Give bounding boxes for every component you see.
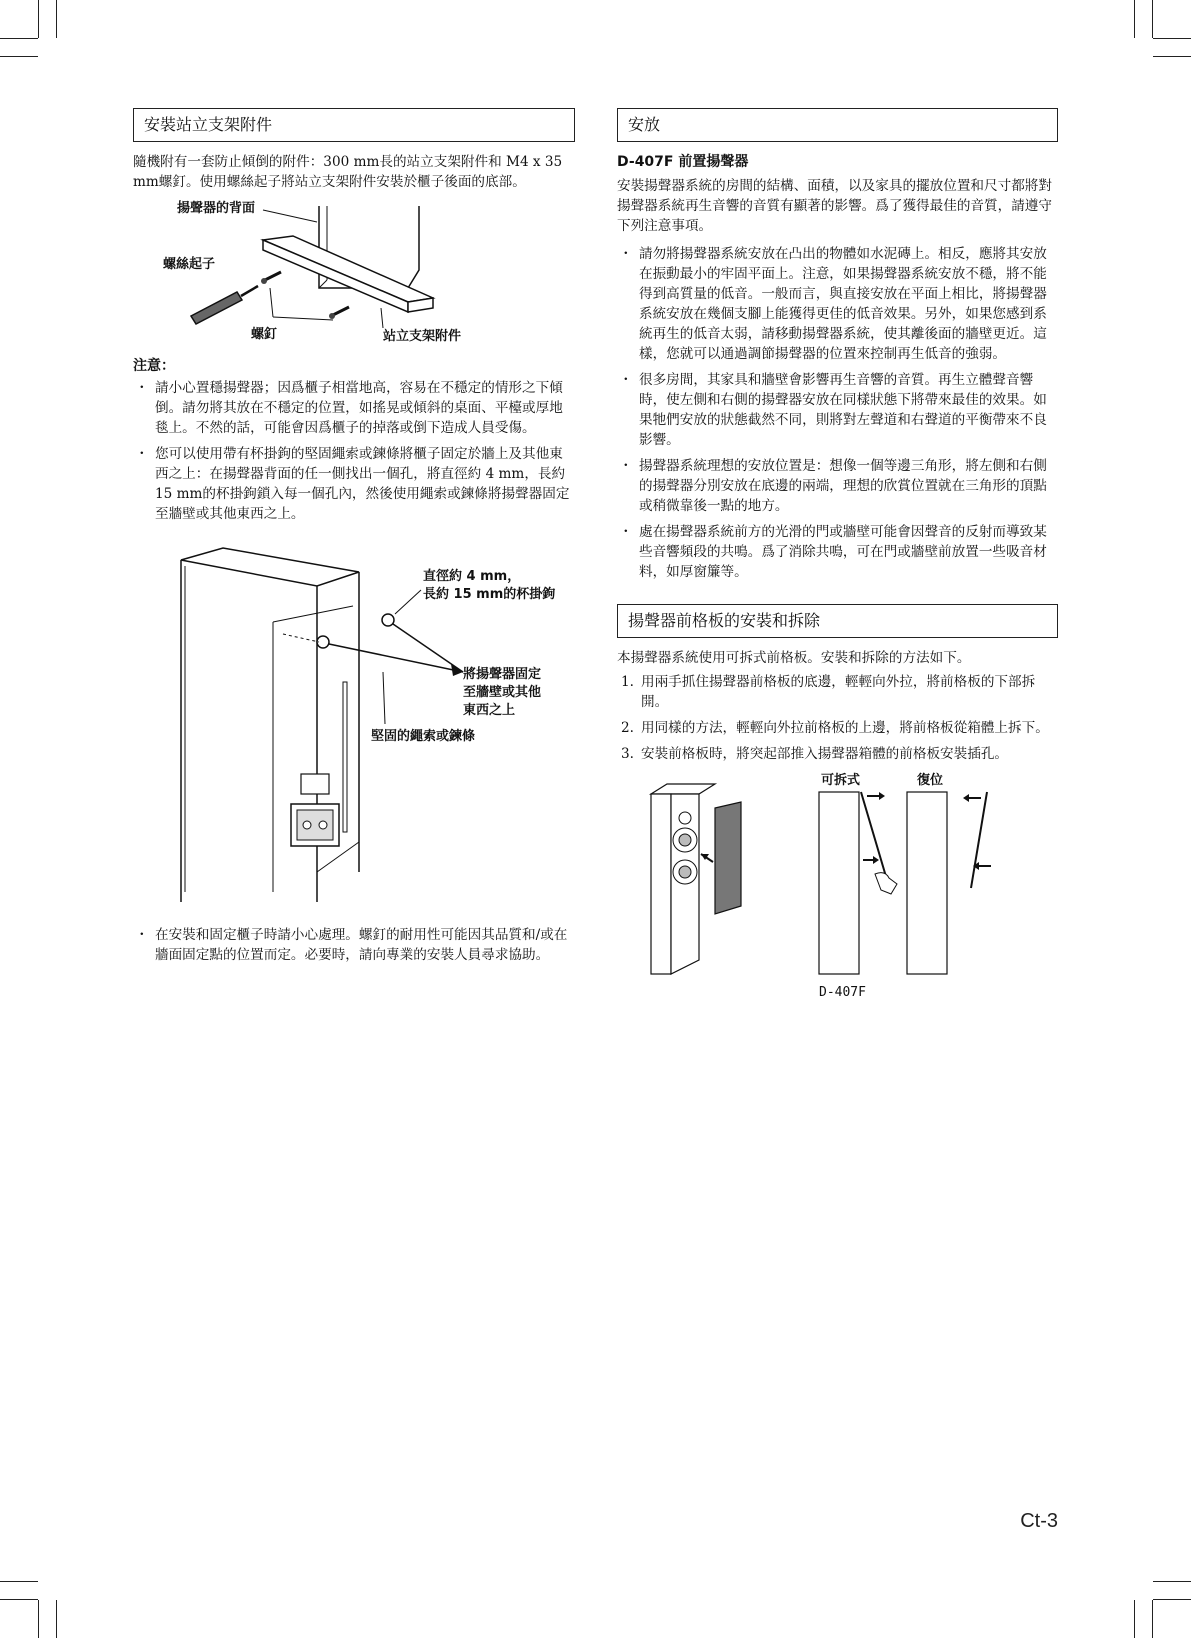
- placement-item-surface: ・ 請勿將揚聲器系統安放在凸出的物體如水泥磚上。相反，應將其安放在振動最小的牢固平面上。注意，如果揚聲器系統安放不穩，將不能得到高質量的低音。一般而言，與直接安放在平面上相比，將揚聲器系統安放在幾個支腳上能獲得更佳的低音效果。另外，如果您感到系統再生的低音太弱，請移動揚聲器系統，使其離後面的牆壁更近。這樣，您就可以通過調節揚聲器的位置來控制再生低音的強弱。: [617, 244, 1058, 364]
- wall-fixing-figure: [133, 542, 575, 917]
- grille-steps: [617, 672, 1058, 764]
- crop-mark: [56, 0, 57, 38]
- crop-mark: [38, 1600, 39, 1638]
- right-column: [617, 108, 1058, 1000]
- stand-intro: 隨機附有一套防止傾倒的附件：300 mm長的站立支架附件和 M4 x 35 mm螺釘。使用螺絲起子將站立支架附件安裝於櫃子後面的底部。: [133, 154, 563, 190]
- label-reset: 復位: [917, 773, 944, 788]
- label-cord: 堅固的繩索或鍊條: [371, 729, 476, 744]
- crop-mark: [0, 1581, 38, 1582]
- crop-mark: [1152, 0, 1153, 38]
- crop-mark: [38, 0, 39, 38]
- grille-intro: 本揚聲器系統使用可拆式前格板。安裝和拆除的方法如下。: [617, 650, 971, 666]
- label-removable: 可拆式: [821, 773, 861, 788]
- grille-step: 1. 用兩手抓住揚聲器前格板的底邊，輕輕向外拉，將前格板的下部拆開。: [621, 674, 1036, 710]
- label-fix-line3: 東西之上: [463, 703, 516, 718]
- crop-mark: [1134, 1600, 1135, 1638]
- crop-mark: [1153, 56, 1191, 57]
- page-number: Ct-3: [1020, 1510, 1058, 1532]
- stand-section-title: 安裝站立支架附件: [133, 108, 575, 142]
- crop-mark: [0, 56, 38, 57]
- grille-step: 2. 用同樣的方法，輕輕向外拉前格板的上邊，將前格板從箱體上拆下。: [621, 720, 1049, 736]
- left-column: [133, 108, 575, 971]
- placement-item-resonance: ・ 處在揚聲器系統前方的光滑的門或牆壁可能會因聲音的反射而導致某些音響頻段的共鳴。爲了消除共鳴，可在門或牆壁前放置一些吸音材料，如厚窗簾等。: [617, 522, 1058, 582]
- label-speaker-back: 揚聲器的背面: [177, 201, 256, 216]
- grille-step: 3. 安裝前格板時，將突起部推入揚聲器箱體的前格板安裝插孔。: [621, 746, 1009, 762]
- model-heading: D-407F 前置揚聲器: [617, 154, 749, 170]
- note-item-handling: ・ 在安裝和固定櫃子時請小心處理。螺釘的耐用性可能因其品質和/或在牆面固定點的位置而定。必要時，請向專業的安裝人員尋求協助。: [133, 925, 575, 965]
- crop-mark: [0, 1599, 38, 1600]
- placement-list: [617, 244, 1058, 582]
- final-note-list: [133, 925, 575, 965]
- placement-item-triangle: ・ 揚聲器系統理想的安放位置是：想像一個等邊三角形，將左側和右側的揚聲器分別安放在底邊的兩端，理想的欣賞位置就在三角形的頂點或稍微靠後一點的地方。: [617, 456, 1058, 516]
- label-fix-line2: 至牆壁或其他: [463, 685, 542, 700]
- label-hook-size: 直徑約 4 mm，: [423, 569, 521, 584]
- placement-intro: 安裝揚聲器系統的房間的結構、面積，以及家具的擺放位置和尺寸都將對揚聲器系統再生音響的音質有顯著的影響。爲了獲得最佳的音質，請遵守下列注意事項。: [617, 178, 1052, 234]
- crop-mark: [1153, 38, 1191, 39]
- grille-figure: [617, 770, 1058, 1000]
- label-stand-attachment: 站立支架附件: [383, 329, 462, 344]
- crop-mark: [1134, 0, 1135, 38]
- label-model: D-407F: [819, 985, 866, 1000]
- placement-section-title: 安放: [617, 108, 1058, 142]
- label-screwdriver: 螺絲起子: [163, 257, 216, 272]
- note-item-fixing: ・ 您可以使用帶有杯掛鉤的堅固繩索或鍊條將櫃子固定於牆上及其他東西之上：在揚聲器背面的任一側找出一個孔，將直徑約 4 mm，長約 15 mm的杯掛鉤鎖入每一個孔內，然後使用繩索或鍊條將揚聲器固定至牆壁或其他東西之上。: [133, 444, 575, 524]
- crop-mark: [56, 1600, 57, 1638]
- placement-item-symmetry: ・ 很多房間，其家具和牆壁會影響再生音響的音質。再生立體聲音響時，使左側和右側的揚聲器安放在同樣狀態下將帶來最佳的效果。如果牠們安放的狀態截然不同，則將對左聲道和右聲道的平衡帶來不良影響。: [617, 370, 1058, 450]
- crop-mark: [1152, 1600, 1153, 1638]
- note-item-stability: ・ 請小心置穩揚聲器；因爲櫃子相當地高，容易在不穩定的情形之下傾倒。請勿將其放在不穩定的位置，如搖晃或傾斜的桌面、平檯或厚地毯上。不然的話，可能會因爲櫃子的掉落或倒下造成人員受傷。: [133, 378, 575, 438]
- stand-attachment-figure: [133, 200, 575, 350]
- grille-section-title: 揚聲器前格板的安裝和拆除: [617, 604, 1058, 638]
- crop-mark: [0, 38, 38, 39]
- crop-mark: [1153, 1599, 1191, 1600]
- label-screws: 螺釘: [251, 327, 278, 342]
- notes-list: [133, 378, 575, 524]
- notes-heading: 注意：: [133, 358, 175, 374]
- crop-mark: [1153, 1581, 1191, 1582]
- label-hook-length: 長約 15 mm的杯掛鉤: [423, 587, 556, 602]
- label-fix-line1: 將揚聲器固定: [463, 667, 542, 682]
